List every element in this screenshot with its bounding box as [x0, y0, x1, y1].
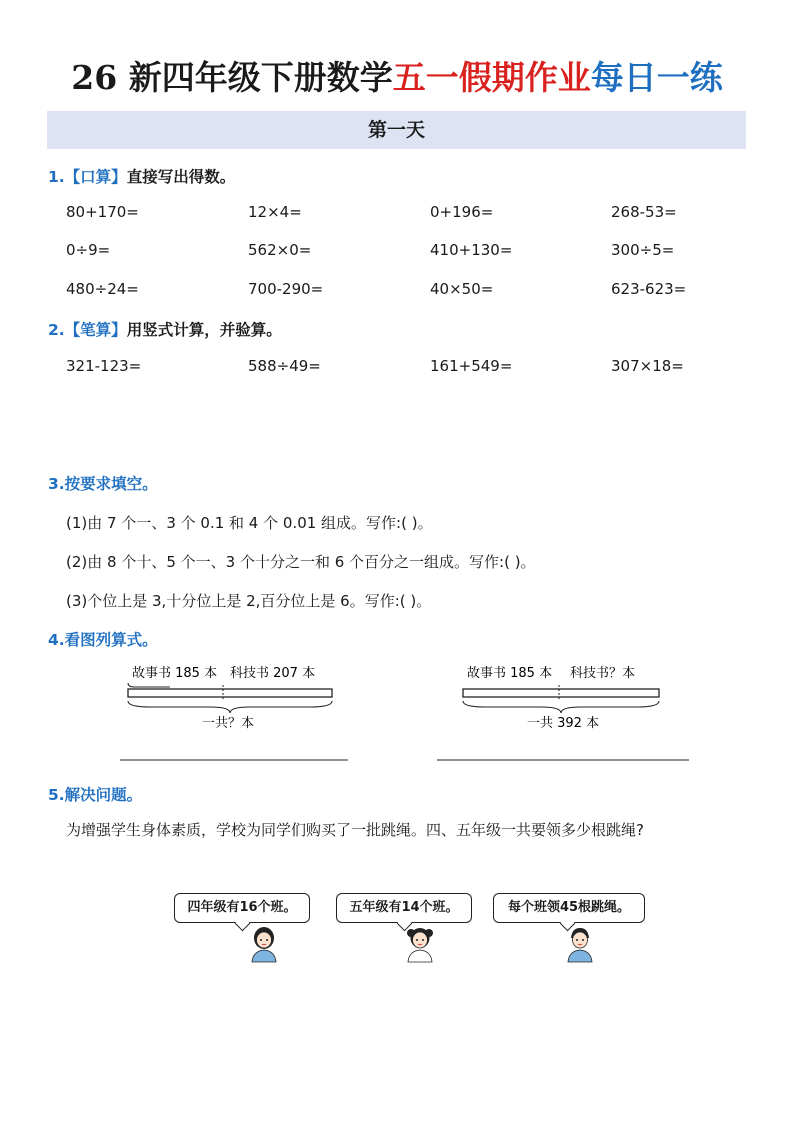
- section2-number: 2.【笔算】: [48, 321, 127, 339]
- student-girl-pigtail-avatar: [403, 925, 437, 963]
- day-banner: 第一天: [47, 111, 746, 149]
- bubble-text: 五年级有14个班。: [349, 900, 459, 915]
- written-item: 588÷49=: [248, 357, 321, 375]
- speech-bubble-ropes: [493, 893, 645, 923]
- diagram1-bottom-brace: [128, 701, 332, 713]
- fill-item-1: (1)由 7 个一、3 个 0.1 和 4 个 0.01 组成。写作:( )。: [66, 514, 433, 532]
- oral-row: [66, 280, 756, 304]
- oral-item: 623-623=: [611, 280, 687, 298]
- page-title: [0, 52, 794, 99]
- diagram2-right-label: 科技书？本: [570, 666, 636, 681]
- oral-row: [66, 241, 756, 265]
- diagram2-bar: [463, 689, 659, 697]
- written-item: 307×18=: [611, 357, 684, 375]
- speech-bubble-grade4: [174, 893, 310, 923]
- diagram1-total-label: 一共？本: [202, 716, 255, 731]
- section5-heading: [48, 783, 142, 805]
- bubble-text: 四年级有16个班。: [187, 900, 297, 915]
- oral-item: 562×0=: [248, 241, 312, 259]
- oral-item: 12×4=: [248, 203, 302, 221]
- student-boy-avatar: [563, 925, 597, 963]
- section1-number: 1.【口算】: [48, 168, 127, 186]
- written-item: 161+549=: [430, 357, 513, 375]
- oral-item: 268-53=: [611, 203, 677, 221]
- bar-diagram-1: [120, 655, 360, 770]
- oral-item: 700-290=: [248, 280, 324, 298]
- section1-heading: [48, 165, 235, 187]
- speech-bubble-grade5: [336, 893, 472, 923]
- bubble-text: 每个班领45根跳绳。: [507, 900, 631, 915]
- fill-item-2: (2)由 8 个十、5 个一、3 个十分之一和 6 个百分之一组成。写作:( )。: [66, 553, 536, 571]
- oral-item: 40×50=: [430, 280, 494, 298]
- section2-heading: [48, 318, 282, 340]
- oral-item: 0+196=: [430, 203, 494, 221]
- word-problem-text: 为增强学生身体素质，学校为同学们购买了一批跳绳。四、五年级一共要领多少根跳绳?: [66, 821, 644, 839]
- title-part-daily: 每日一练: [590, 58, 723, 97]
- bar-diagram-2: [435, 655, 695, 770]
- diagram2-bottom-brace: [463, 701, 659, 713]
- oral-item: 480÷24=: [66, 280, 139, 298]
- oral-item: 80+170=: [66, 203, 139, 221]
- written-row: [66, 357, 756, 381]
- section3-number: 3.按要求填空。: [48, 475, 158, 493]
- oral-item: 410+130=: [430, 241, 513, 259]
- oral-item: 300÷5=: [611, 241, 675, 259]
- diagram1-top-brace: [128, 683, 170, 687]
- oral-item: 0÷9=: [66, 241, 111, 259]
- diagram1-left-label: 故事书 185 本: [132, 666, 218, 681]
- section4-heading: [48, 628, 158, 650]
- oral-row: [66, 203, 756, 227]
- diagram2-left-label: 故事书 185 本: [467, 666, 553, 681]
- diagram2-total-label: 一共 392 本: [527, 716, 600, 731]
- fill-item-3: (3)个位上是 3,十分位上是 2,百分位上是 6。写作:( )。: [66, 592, 432, 610]
- student-girl-avatar: [247, 925, 281, 963]
- written-item: 321-123=: [66, 357, 142, 375]
- title-part-grade: 26 新四年级下册数学: [71, 58, 393, 97]
- section1-instruction: 直接写出得数。: [126, 168, 236, 186]
- title-part-holiday: 五一假期作业: [392, 58, 591, 97]
- diagram1-bar: [128, 689, 332, 697]
- section4-number: 4.看图列算式。: [48, 631, 158, 649]
- section2-instruction: 用竖式计算，并验算。: [126, 321, 282, 339]
- diagram1-right-label: 科技书 207 本: [230, 666, 316, 681]
- section5-number: 5.解决问题。: [48, 786, 143, 804]
- section3-heading: [48, 472, 158, 494]
